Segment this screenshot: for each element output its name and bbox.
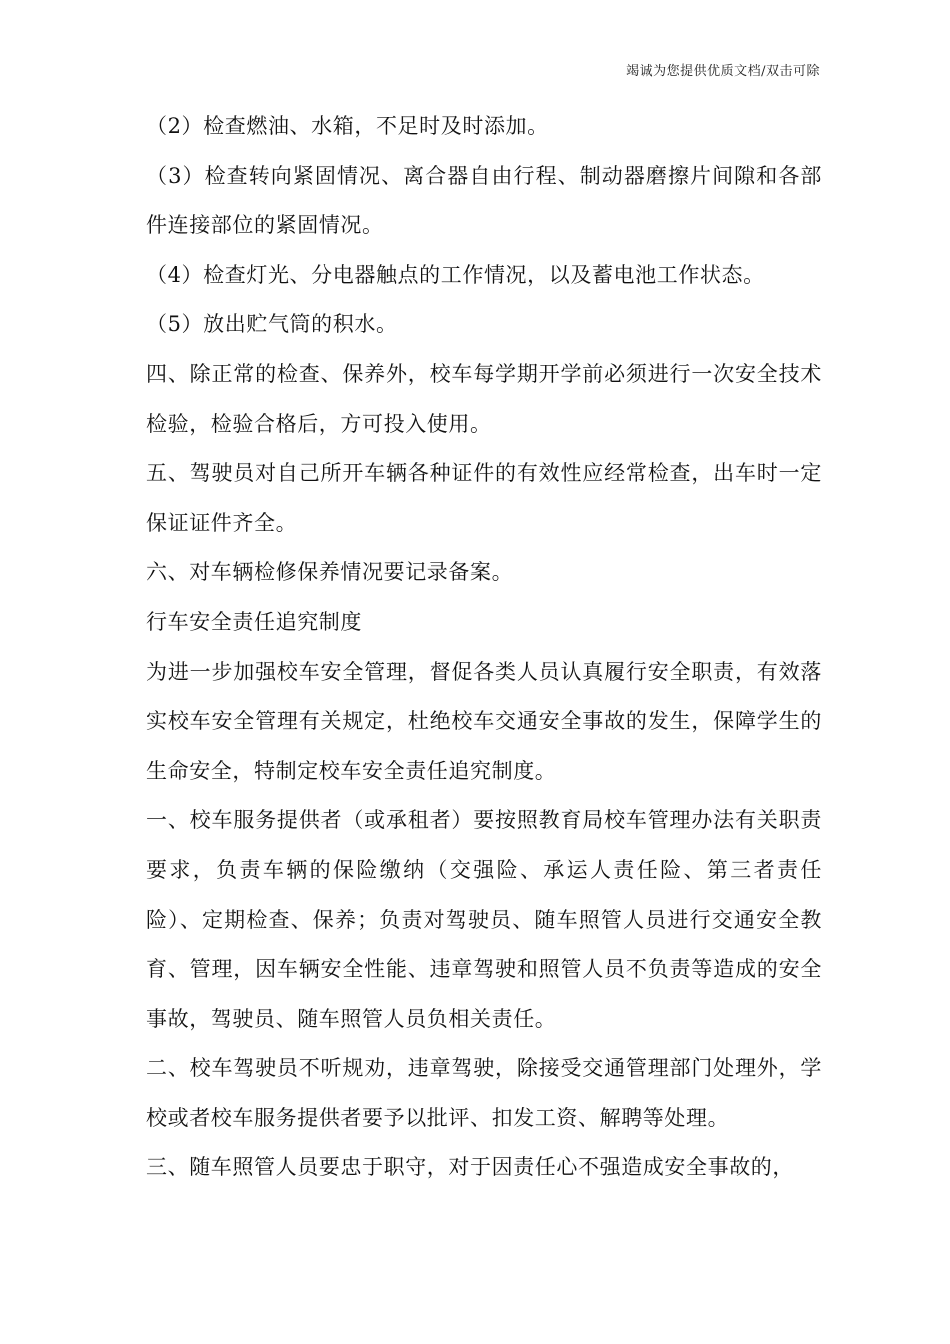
header-note: 竭诚为您提供优质文档/双击可除 (626, 64, 820, 79)
paragraph-check-lights: （4）检查灯光、分电器触点的工作情况，以及蓄电池工作状态。 (146, 262, 765, 287)
paragraph-rule-two: 二、校车驾驶员不听规劝，违章驾驶，除接受交通管理部门处理外，学校或者校车服务提供者要予以批评、扣发工资、解聘等处理。 (146, 1056, 822, 1130)
paragraph-drain-water: （5）放出贮气筒的积水。 (146, 312, 398, 337)
paragraph-rule-one: 一、校车服务提供者（或承租者）要按照教育局校车管理办法有关职责要求，负责车辆的保险缴纳（交强险、承运人责任险、第三者责任险）、定期检查、保养；负责对驾驶员、随车照管人员进行交通安全教育、管理，因车辆安全性能、违章驾驶和照管人员不负责等造成的安全事故，驾驶员、随车照管人员负相关责任。 (146, 808, 822, 1031)
paragraph-check-steering: （3）检查转向紧固情况、离合器自由行程、制动器磨擦片间隙和各部件连接部位的紧固情况。 (146, 163, 822, 238)
section-heading: 行车安全责任追究制度 (146, 609, 362, 634)
paragraph-section-four: 四、除正常的检查、保养外，校车每学期开学前必须进行一次安全技术检验，检验合格后，方可投入使用。 (146, 361, 822, 436)
paragraph-section-six: 六、对车辆检修保养情况要记录备案。 (146, 560, 514, 585)
paragraph-rule-three: 三、随车照管人员要忠于职守，对于因责任心不强造成安全事故的， (146, 1155, 794, 1180)
paragraph-intro: 为进一步加强校车安全管理，督促各类人员认真履行安全职责，有效落实校车安全管理有关规定，杜绝校车交通安全事故的发生，保障学生的生命安全，特制定校车安全责任追究制度。 (146, 659, 822, 783)
paragraph-check-fuel: （2）检查燃油、水箱，不足时及时添加。 (146, 114, 549, 138)
document-body (146, 102, 822, 1193)
paragraph-section-five: 五、驾驶员对自己所开车辆各种证件的有效性应经常检查，出车时一定保证证件齐全。 (146, 461, 822, 535)
